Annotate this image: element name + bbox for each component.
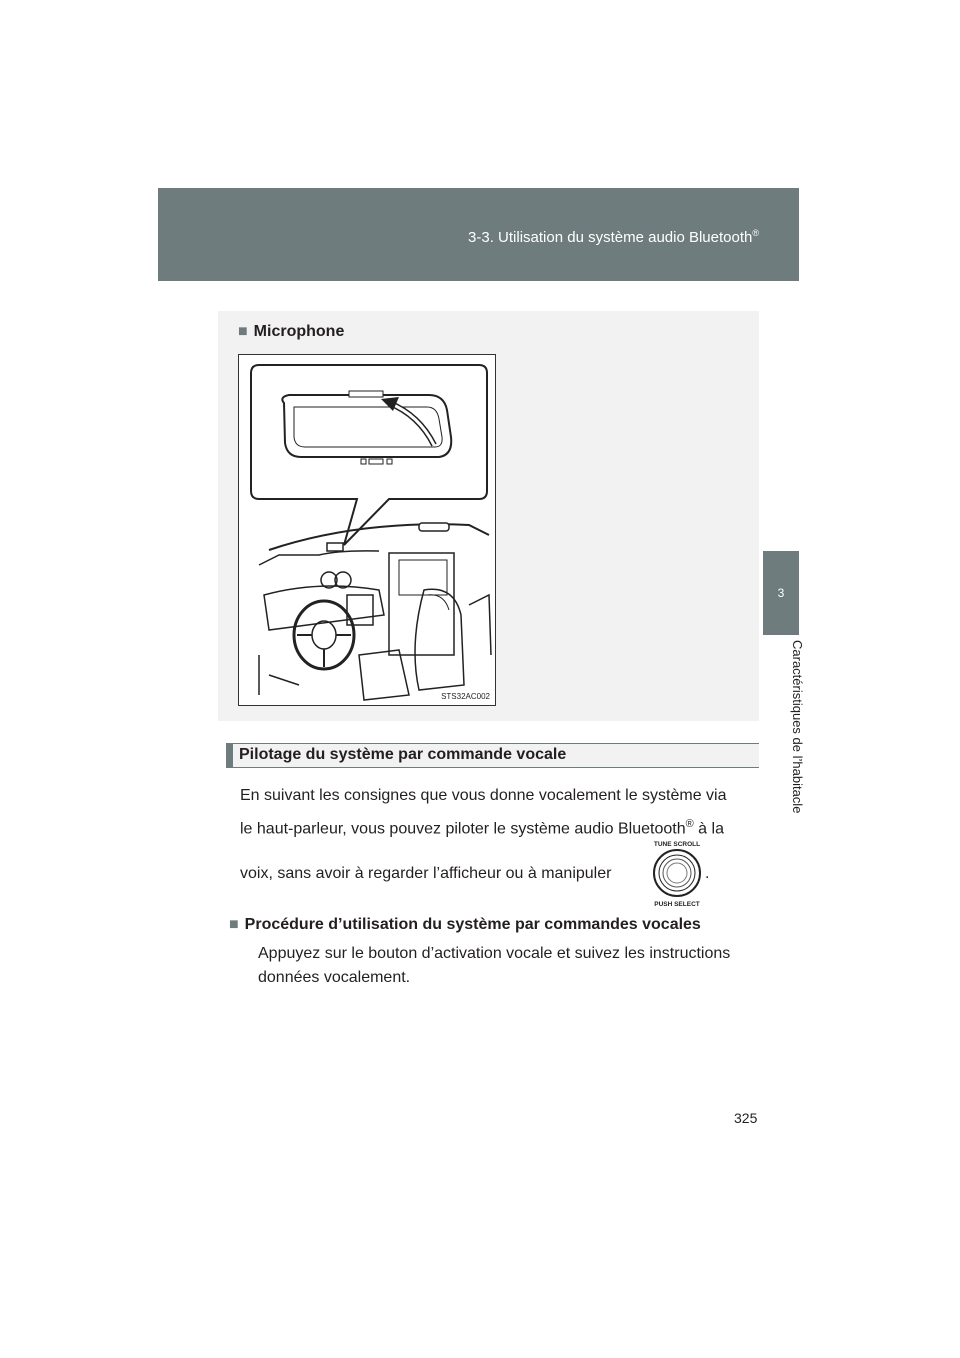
paragraph-line: voix, sans avoir à regarder l’afficheur ou à manipuler .: [240, 865, 710, 882]
tune-scroll-knob-icon: [645, 838, 709, 908]
section-title: Pilotage du système par commande vocale: [239, 746, 567, 763]
chapter-tab[interactable]: 3: [763, 551, 799, 635]
cabin-mirror-drawing: [239, 355, 495, 705]
paragraph-line: Appuyez sur le bouton d’activation vocale et suivez les instructions: [258, 945, 731, 962]
illustration-code: STS32AC002: [441, 692, 490, 701]
header-band: [158, 188, 799, 281]
microphone-box: [218, 311, 759, 721]
knob-bottom-label: PUSH SELECT: [654, 901, 700, 908]
microphone-heading: ■ Microphone: [238, 323, 345, 340]
paragraph-line: le haut-parleur, vous pouvez piloter le système audio Bluetooth® à la: [240, 818, 724, 838]
header-title: 3-3. Utilisation du système audio Bluetooth®: [468, 228, 759, 246]
paragraph-line: En suivant les consignes que vous donne vocalement le système via: [240, 787, 727, 804]
knob-top-label: TUNE SCROLL: [653, 841, 701, 848]
sub-heading: ■ Procédure d’utilisation du système par commandes vocales: [229, 916, 701, 933]
microphone-illustration: [238, 354, 496, 706]
page-number: 325: [734, 1110, 758, 1126]
paragraph-line: données vocalement.: [258, 969, 411, 986]
section-title-bar: [226, 743, 759, 768]
chapter-label: Caractéristiques de l’habitacle: [790, 640, 805, 814]
